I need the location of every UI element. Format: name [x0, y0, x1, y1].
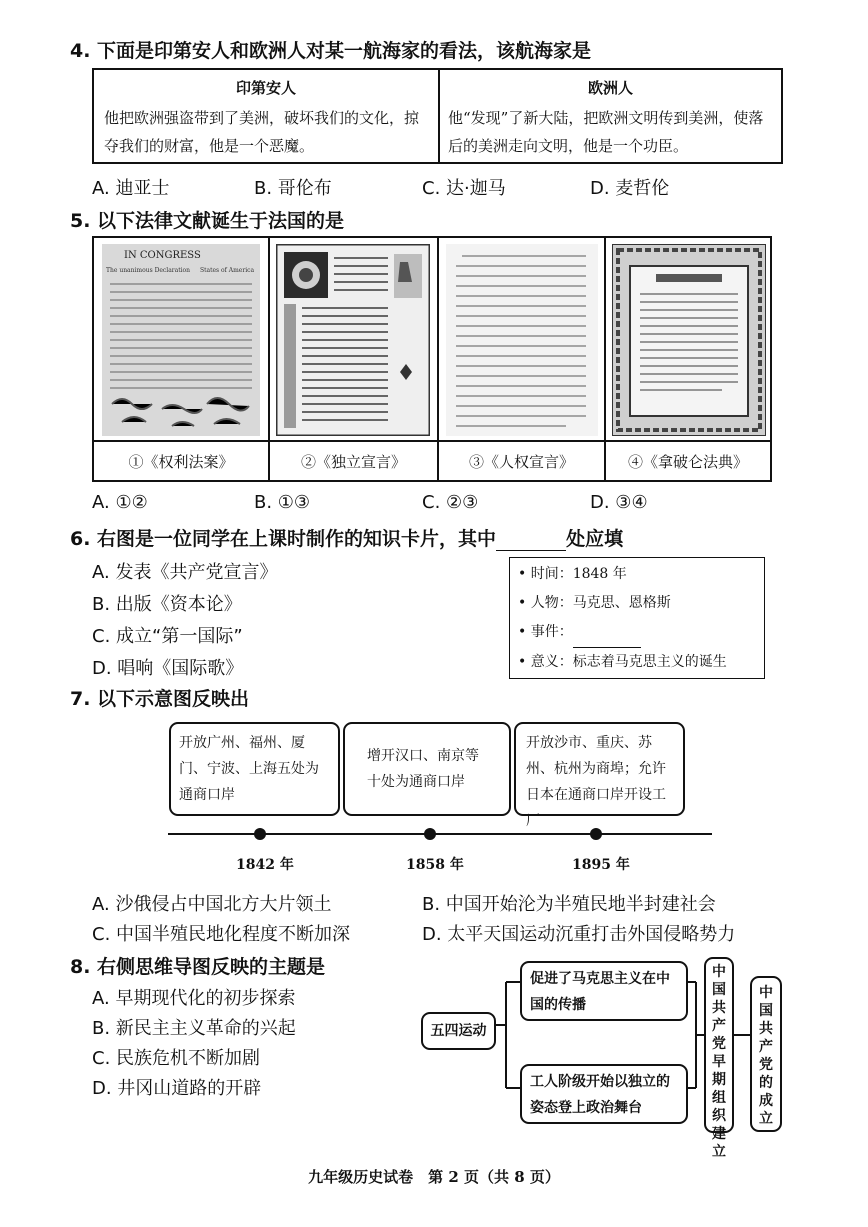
card-significance: • 意义：标志着马克思主义的诞生: [518, 654, 727, 670]
q5-caption-1: ①《权利法案》: [128, 453, 234, 471]
svg-text:The unanimous Declaration: The unanimous Declaration: [106, 267, 191, 274]
mindmap-root: 五四运动: [421, 1012, 496, 1050]
q5-caption-2: ②《独立宣言》: [300, 453, 406, 471]
q6-option-b[interactable]: B. 出版《资本论》: [92, 594, 242, 615]
declaration-independence-image: [276, 244, 430, 436]
card-time: • 时间：1848 年: [518, 566, 627, 582]
q8-option-c[interactable]: C. 民族危机不断加剧: [92, 1048, 261, 1069]
card-event-blank: [573, 618, 641, 648]
q4-option-a[interactable]: A. 迪亚士: [92, 178, 170, 199]
q6-stem-post: 处应填: [566, 528, 624, 550]
q5-option-d[interactable]: D. ③④: [590, 492, 648, 513]
svg-text:States of America: States of America: [200, 267, 255, 274]
q6-answer-blank: [496, 528, 566, 551]
q4-cell-indians: 他把欧洲强盗带到了美洲，破坏我们的文化，掠夺我们的财富，他是一个恶魔。: [104, 109, 420, 155]
q6-option-a[interactable]: A. 发表《共产党宣言》: [92, 562, 278, 583]
q4-header-indians: 印第安人: [235, 79, 296, 97]
timeline-dot-1895: [590, 828, 602, 840]
q8-option-b[interactable]: B. 新民主主义革命的兴起: [92, 1018, 296, 1039]
q7-option-b[interactable]: B. 中国开始沦为半殖民地半封建社会: [422, 894, 716, 915]
q4-table: [92, 68, 783, 164]
q7-option-a[interactable]: A. 沙俄侵占中国北方大片领土: [92, 894, 332, 915]
mindmap-party-founding: 中国共产党的成立: [750, 976, 782, 1132]
bill-of-rights-image: [102, 244, 260, 436]
timeline-dot-1858: [424, 828, 436, 840]
card-event: • 事件：: [518, 618, 764, 648]
q7-stem: 7. 以下示意图反映出: [70, 688, 250, 710]
q4-cell-europeans: 他“发现”了新大陆，把欧洲文明传到美洲，使落后的美洲走向文明，他是一个功臣。: [448, 109, 764, 155]
q5-option-a[interactable]: A. ①②: [92, 492, 148, 513]
congress-title-text: IN CONGRESS: [124, 250, 201, 261]
q6-knowledge-card: [509, 557, 765, 679]
q8-option-a[interactable]: A. 早期现代化的初步探索: [92, 988, 296, 1009]
q4-header-europeans: 欧洲人: [587, 79, 633, 97]
year-1842: 1842 年: [236, 857, 294, 873]
napoleonic-code-image: [612, 244, 766, 436]
declaration-rights-man-image: [446, 244, 598, 436]
q5-option-c[interactable]: C. ②③: [422, 492, 479, 513]
q6-stem: [70, 524, 623, 551]
timeline-box-1842: 开放广州、福州、厦门、宁波、上海五处为通商口岸: [169, 722, 340, 816]
q5-caption-4: ④《拿破仑法典》: [627, 453, 748, 471]
page-footer: 九年级历史试卷 第 2 页（共 8 页）: [308, 1168, 560, 1186]
q4-option-c[interactable]: C. 达·迦马: [422, 178, 506, 199]
q5-image-table: [92, 236, 772, 482]
q8-stem: 8. 右侧思维导图反映的主题是: [70, 956, 326, 978]
q7-option-c[interactable]: C. 中国半殖民地化程度不断加深: [92, 924, 351, 945]
timeline-axis: [160, 824, 720, 854]
timeline-box-1895: 开放沙市、重庆、苏州、杭州为商埠；允许日本在通商口岸开设工厂: [514, 722, 685, 816]
q4-stem: 4. 下面是印第安人和欧洲人对某一航海家的看法，该航海家是: [70, 40, 592, 62]
q5-stem: 5. 以下法律文献诞生于法国的是: [70, 210, 345, 232]
q5-caption-3: ③《人权宣言》: [468, 453, 574, 471]
q4-option-d[interactable]: D. 麦哲伦: [590, 178, 670, 199]
q8-option-d[interactable]: D. 井冈山道路的开辟: [92, 1078, 262, 1099]
mindmap-branch-workers: 工人阶级开始以独立的姿态登上政治舞台: [520, 1064, 688, 1124]
mindmap-early-organization: 中国共产党早期组织建立: [704, 957, 734, 1133]
mindmap-branch-marxism: 促进了马克思主义在中国的传播: [520, 961, 688, 1021]
q6-option-d[interactable]: D. 唱响《国际歌》: [92, 658, 244, 679]
q4-option-b[interactable]: B. 哥伦布: [254, 178, 332, 199]
q6-stem-pre: 6. 右图是一位同学在上课时制作的知识卡片，其中: [70, 528, 497, 550]
timeline-box-1858: 增开汉口、南京等十处为通商口岸: [343, 722, 511, 816]
card-people: • 人物：马克思、恩格斯: [518, 595, 671, 611]
q7-option-d[interactable]: D. 太平天国运动沉重打击外国侵略势力: [422, 924, 736, 945]
q5-option-b[interactable]: B. ①③: [254, 492, 311, 513]
year-1895: 1895 年: [572, 857, 630, 873]
year-1858: 1858 年: [406, 857, 464, 873]
q6-option-c[interactable]: C. 成立“第一国际”: [92, 626, 243, 647]
timeline-dot-1842: [254, 828, 266, 840]
